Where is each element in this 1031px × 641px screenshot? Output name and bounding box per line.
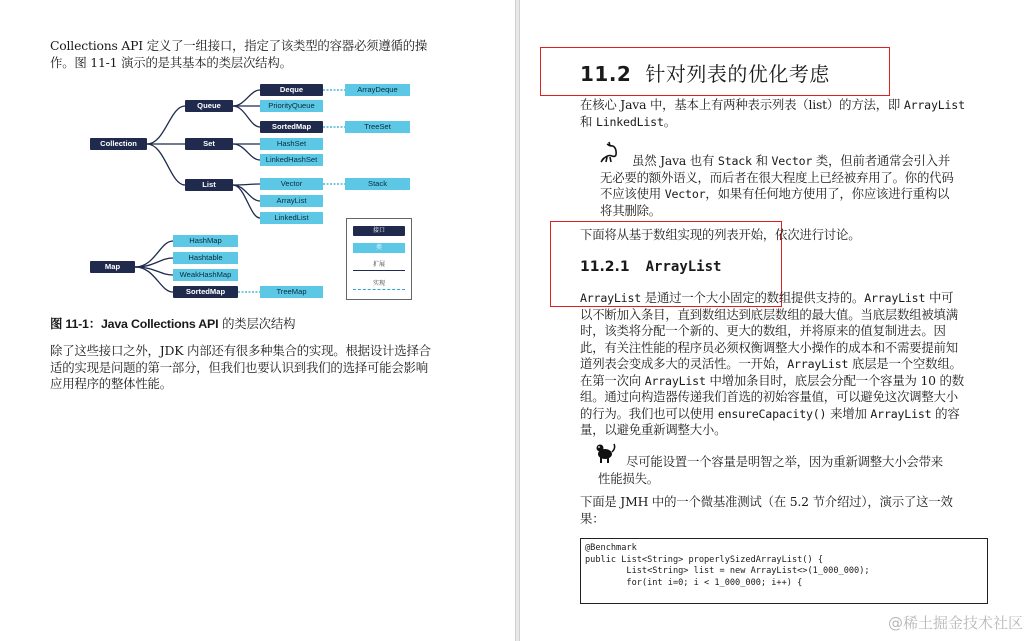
- tip-paragraph-capacity: 尽可能设置一个容量是明智之举，因为重新调整大小会带来 性能损失。: [598, 454, 943, 486]
- section-heading: 11.2 针对列表的优化考虑: [580, 62, 830, 86]
- node-vector: Vector: [260, 178, 323, 190]
- node-queue: Queue: [185, 100, 233, 112]
- node-priority-queue: PriorityQueue: [260, 100, 323, 112]
- benchmark-intro-paragraph: 下面是 JMH 中的一个微基准测试（在 5.2 节介绍过），演示了这一效 果：: [580, 494, 953, 526]
- left-page: [0, 0, 515, 641]
- node-hash-set: HashSet: [260, 138, 323, 150]
- node-linked-hash-set: LinkedHashSet: [260, 154, 323, 166]
- subsection-heading: 11.2.1 ArrayList: [580, 259, 722, 275]
- node-sorted-map: SortedMap: [173, 286, 238, 298]
- code-line: for(int i=0; i < 1_000_000; i++) {: [585, 577, 803, 588]
- legend-implements: 实现: [353, 279, 405, 290]
- node-weak-hash-map: WeakHashMap: [173, 269, 238, 281]
- code-line: public List<String> properlySizedArrayList() {: [585, 554, 823, 565]
- intro-paragraph: Collections API 定义了一组接口，指定了该类型的容器必须遵循的操 作。图 11-1 演示的是其基本的类层次结构。: [50, 38, 428, 70]
- node-deque: Deque: [260, 84, 323, 96]
- section-intro-paragraph: 在核心 Java 中，基本上有两种表示列表（list）的方法，即 ArrayList 和 LinkedList。: [580, 97, 965, 129]
- node-set: Set: [185, 138, 233, 150]
- code-line: @Benchmark: [585, 543, 637, 553]
- after-figure-paragraph: 除了这些接口之外，JDK 内部还有很多种集合的实现。根据设计选择合 适的实现是问题的第一部分，但我们也要认识到我们的选择可能会影响 应用程序的整体性能。: [50, 343, 431, 391]
- right-page: [520, 0, 1031, 641]
- code-line: List<String> list = new ArrayList<>(1_000_000);: [585, 566, 870, 576]
- node-array-deque: ArrayDeque: [345, 84, 410, 96]
- node-stack: Stack: [345, 178, 410, 190]
- legend-class: 类: [353, 243, 405, 253]
- arraylist-paragraph: ArrayList 是通过一个大小固定的数组提供支持的。ArrayList 中可 以不断加入条目，直到数组达到底层数组的最大值。当底层数组被填满 时，该类将分配一个新的、更大的数组，并将原来的值复制进去。因 此，有关注性能的程序员必须权衡调整大小操作的成本和不需要提前知 道列表会变成多大的灵活性。一开始，ArrayList 底层是一个空数组。 在第一次向 ArrayList 中增加条目时，底层会分配一个容量为 10 的数 组。通过向构造器传递我们首选的初始容量值，可以避免这次调整大小 的行为。我们也可以使用 ensureCapacity() 来增加 ArrayList 的容 量，以避免重新调整大小。: [580, 290, 964, 437]
- node-hashtable: Hashtable: [173, 252, 238, 264]
- node-array-list: ArrayList: [260, 195, 323, 207]
- node-hash-map: HashMap: [173, 235, 238, 247]
- legend-extends: 扩展: [353, 260, 405, 271]
- node-tree-map: TreeMap: [260, 286, 323, 298]
- node-collection: Collection: [90, 138, 147, 150]
- collections-class-diagram: [85, 78, 430, 308]
- transition-paragraph: 下面将从基于数组实现的列表开始，依次进行讨论。: [580, 227, 861, 242]
- legend-interface: 接口: [353, 226, 405, 236]
- watermark: @稀土掘金技术社区: [887, 614, 1023, 632]
- node-list: List: [185, 179, 233, 191]
- diagram-legend: [346, 218, 412, 300]
- note-paragraph-stack-vector: 虽然 Java 也有 Stack 和 Vector 类，但前者通常会引入并 无必要的额外语义，而后者在很大程度上已经被弃用了。你的代码 不应该使用 Vector，如果有任何地方使用了，你应该进行重构以 将其删除。: [600, 153, 954, 218]
- node-sorted-map-top: SortedMap: [260, 121, 323, 133]
- code-listing: [580, 538, 988, 604]
- figure-caption: 图 11-1：Java Collections API 的类层次结构: [50, 316, 296, 331]
- node-tree-set: TreeSet: [345, 121, 410, 133]
- node-linked-list: LinkedList: [260, 212, 323, 224]
- node-map: Map: [90, 261, 135, 273]
